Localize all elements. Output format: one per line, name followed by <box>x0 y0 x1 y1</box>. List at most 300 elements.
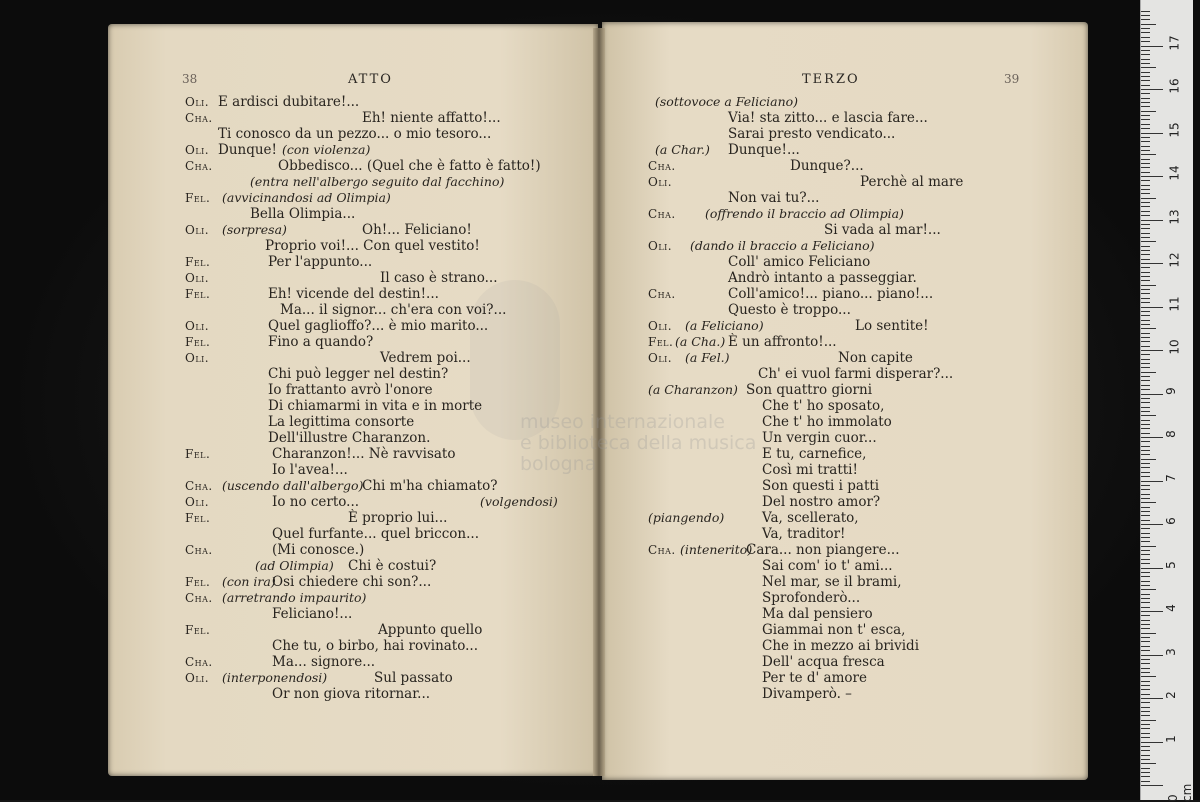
ruler-tick <box>1141 89 1163 90</box>
ruler-tick <box>1141 350 1163 351</box>
ruler-tick <box>1141 198 1156 199</box>
ruler-tick <box>1141 376 1150 377</box>
ruler-label: 17 <box>1167 34 1182 51</box>
verse-line: Eh! vicende del destin!... <box>268 286 439 302</box>
speaker-label: Oli. <box>185 223 210 237</box>
speaker-label: Fel. <box>185 623 211 637</box>
ruler-tick <box>1141 289 1150 290</box>
verse-line: Coll'amico!... piano... piano!... <box>728 286 934 302</box>
ruler-tick <box>1141 346 1150 347</box>
speaker-label: Cha. <box>648 287 676 301</box>
ruler-tick <box>1141 380 1150 381</box>
ruler-tick <box>1141 663 1150 664</box>
speaker-label: Oli. <box>648 319 673 333</box>
ruler-tick <box>1141 37 1150 38</box>
verse-line: Va, traditor! <box>762 526 846 542</box>
ruler-tick <box>1141 702 1150 703</box>
ruler-tick <box>1141 746 1150 747</box>
verse-line: Io no certo... <box>272 494 360 510</box>
speaker-label: Oli. <box>648 351 673 365</box>
ruler-tick <box>1141 307 1163 308</box>
speaker-label: Fel. <box>185 575 211 589</box>
verse-line: Obbedisco... (Quel che è fatto è fatto!) <box>278 158 541 174</box>
ruler-tick <box>1141 476 1150 477</box>
stage-direction: (uscendo dall'albergo) <box>222 478 364 493</box>
ruler-tick <box>1141 668 1150 669</box>
verse-line: Dell'illustre Charanzon. <box>268 430 431 446</box>
ruler-tick <box>1141 224 1150 225</box>
left-page-number: 38 <box>182 72 198 86</box>
verse-line: Vedrem poi... <box>380 350 471 366</box>
verse-line: Non vai tu?... <box>728 190 820 206</box>
ruler-tick <box>1141 163 1150 164</box>
ruler-tick <box>1141 180 1150 181</box>
ruler-tick <box>1141 576 1150 577</box>
ruler-label: 8 <box>1163 430 1178 438</box>
verse-line: Per l'appunto... <box>268 254 373 270</box>
ruler-tick <box>1141 772 1150 773</box>
ruler-tick <box>1141 367 1150 368</box>
ruler-tick <box>1141 454 1150 455</box>
ruler-tick <box>1141 763 1156 764</box>
speaker-label: Oli. <box>185 671 210 685</box>
ruler-tick <box>1141 724 1150 725</box>
ruler-tick <box>1141 685 1150 686</box>
ruler-tick <box>1141 302 1150 303</box>
ruler-tick <box>1141 220 1163 221</box>
ruler-tick <box>1141 620 1150 621</box>
ruler-tick <box>1141 524 1163 525</box>
stage-direction: (sottovoce a Feliciano) <box>655 94 799 109</box>
ruler-label: 9 <box>1163 386 1178 395</box>
ruler-tick <box>1141 698 1163 699</box>
ruler-tick <box>1141 233 1150 234</box>
ruler-tick <box>1141 359 1150 360</box>
speaker-label: Fel. <box>185 287 211 301</box>
verse-line: È proprio lui... <box>348 510 448 526</box>
ruler-tick <box>1141 128 1150 129</box>
verse-line: Feliciano!... <box>272 606 353 622</box>
verse-line: Ma dal pensiero <box>762 606 873 622</box>
verse-line: La legittima consorte <box>268 414 415 430</box>
ruler-tick <box>1141 581 1150 582</box>
ruler-tick <box>1141 246 1150 247</box>
ruler-tick <box>1141 167 1150 168</box>
ruler-tick <box>1141 137 1150 138</box>
speaker-label: Cha. <box>185 591 213 605</box>
ruler-tick <box>1141 511 1150 512</box>
ruler-tick <box>1141 154 1156 155</box>
ruler-tick <box>1141 598 1150 599</box>
verse-line: Ma... signore... <box>272 654 376 670</box>
ruler-tick <box>1141 111 1156 112</box>
ruler-tick <box>1141 337 1150 338</box>
ruler-tick <box>1141 159 1150 160</box>
ruler-tick <box>1141 446 1150 447</box>
ruler-tick <box>1141 50 1150 51</box>
stage-direction: (interponendosi) <box>222 670 328 685</box>
ruler-tick <box>1141 333 1150 334</box>
ruler-tick <box>1141 707 1150 708</box>
ruler-tick <box>1141 785 1163 786</box>
ruler-tick <box>1141 494 1150 495</box>
ruler-tick <box>1141 459 1156 460</box>
verse-line: E ardisci dubitare!... <box>218 94 360 110</box>
ruler-tick <box>1141 568 1163 569</box>
ruler-tick <box>1141 463 1150 464</box>
verse-line: Per te d' amore <box>762 670 867 686</box>
ruler-tick <box>1141 681 1150 682</box>
ruler-tick <box>1141 93 1150 94</box>
watermark-line: e biblioteca della musica <box>520 432 757 454</box>
verse-line: Via! sta zitto... e lascia fare... <box>728 110 928 126</box>
verse-line: Lo sentite! <box>855 318 929 334</box>
ruler-tick <box>1141 546 1156 547</box>
ruler-tick <box>1141 202 1150 203</box>
speaker-label: Cha. <box>648 207 676 221</box>
ruler-tick <box>1141 67 1156 68</box>
speaker-label: Fel. <box>648 335 674 349</box>
ruler-tick <box>1141 655 1163 656</box>
ruler-tick <box>1141 554 1150 555</box>
ruler-tick <box>1141 176 1163 177</box>
ruler-tick <box>1141 394 1163 395</box>
ruler-tick <box>1141 472 1150 473</box>
ruler-tick <box>1141 641 1150 642</box>
verse-line: Quel furfante... quel briccon... <box>272 526 479 542</box>
ruler-label: 13 <box>1167 208 1182 225</box>
speaker-label: Oli. <box>185 495 210 509</box>
speaker-label: Cha. <box>185 159 213 173</box>
ruler-tick <box>1141 311 1150 312</box>
ruler-tick <box>1141 228 1150 229</box>
ruler-label: 14 <box>1167 165 1182 181</box>
stage-direction: (arretrando impaurito) <box>222 590 367 605</box>
ruler-tick <box>1141 293 1150 294</box>
ruler-label: 16 <box>1167 78 1182 94</box>
ruler-label: 2 <box>1163 691 1178 699</box>
verse-line: Sarai presto vendicato... <box>728 126 896 142</box>
ruler-tick <box>1141 533 1150 534</box>
ruler-tick <box>1141 54 1150 55</box>
verse-line: Son quattro giorni <box>746 382 873 398</box>
ruler-tick <box>1141 520 1150 521</box>
ruler-tick <box>1141 728 1150 729</box>
ruler-tick <box>1141 11 1150 12</box>
speaker-label: Oli. <box>185 319 210 333</box>
verse-line: Dell' acqua fresca <box>762 654 885 670</box>
verse-line: Sprofonderò... <box>762 590 861 606</box>
ruler-tick <box>1141 585 1150 586</box>
ruler-tick <box>1141 267 1150 268</box>
ruler-tick <box>1141 315 1150 316</box>
ruler-label: 1 <box>1163 734 1178 743</box>
ruler-tick <box>1141 24 1156 25</box>
ruler-tick <box>1141 607 1150 608</box>
verse-line: Eh! niente affatto!... <box>362 110 501 126</box>
verse-line: Chi può legger nel destin? <box>268 366 449 382</box>
ruler-tick <box>1141 141 1150 142</box>
verse-line: Di chiamarmi in vita e in morte <box>268 398 483 414</box>
ruler-tick <box>1141 298 1150 299</box>
ruler-tick <box>1141 637 1150 638</box>
ruler-tick <box>1141 185 1150 186</box>
verse-line: Osi chiedere chi son?... <box>272 574 432 590</box>
ruler-tick <box>1141 528 1150 529</box>
stage-direction: (volgendosi) <box>480 494 558 509</box>
ruler-tick <box>1141 19 1150 20</box>
speaker-label: Fel. <box>185 511 211 525</box>
stage-direction: (avvicinandosi ad Olimpia) <box>222 190 391 205</box>
verse-line: Un vergin cuor... <box>762 430 877 446</box>
ruler-tick <box>1141 354 1150 355</box>
ruler-tick <box>1141 76 1150 77</box>
verse-line: Ma... il signor... ch'era con voi?... <box>280 302 507 318</box>
ruler-tick <box>1141 502 1156 503</box>
ruler-tick <box>1141 119 1150 120</box>
ruler-tick <box>1141 594 1150 595</box>
ruler-tick <box>1141 285 1156 286</box>
ruler-tick <box>1141 172 1150 173</box>
verse-line: Divamperò. – <box>762 686 852 702</box>
ruler-tick <box>1141 324 1150 325</box>
ruler-tick <box>1141 363 1150 364</box>
verse-line: Andrò intanto a passeggiar. <box>728 270 917 286</box>
stage-direction: (con ira) <box>222 574 276 589</box>
ruler-tick <box>1141 768 1150 769</box>
ruler-tick <box>1141 694 1150 695</box>
ruler-tick <box>1141 498 1150 499</box>
ruler-tick <box>1141 615 1150 616</box>
ruler-tick <box>1141 189 1150 190</box>
ruler-tick <box>1141 263 1163 264</box>
ruler-tick <box>1141 411 1150 412</box>
speaker-label: Oli. <box>185 271 210 285</box>
ruler-tick <box>1141 372 1156 373</box>
watermark-text <box>520 412 780 475</box>
verse-line: Che in mezzo ai brividi <box>762 638 920 654</box>
ruler-tick <box>1141 341 1150 342</box>
stage-direction: (ad Olimpia) <box>255 558 334 573</box>
ruler-label: 6 <box>1163 517 1178 525</box>
ruler-label: 0 cm <box>1166 783 1194 802</box>
watermark-line: bologna <box>520 453 597 475</box>
verse-line: Giammai non t' esca, <box>762 622 906 638</box>
ruler-label: 5 <box>1163 560 1178 569</box>
speaker-label: Cha. <box>648 159 676 173</box>
speaker-label: Oli. <box>185 95 210 109</box>
ruler-tick <box>1141 46 1163 47</box>
ruler-tick <box>1141 241 1156 242</box>
stage-direction: (dando il braccio a Feliciano) <box>690 238 875 253</box>
stage-direction: (a Feliciano) <box>685 318 764 333</box>
ruler-tick <box>1141 689 1150 690</box>
verse-line: Il caso è strano... <box>380 270 498 286</box>
ruler-label: 7 <box>1163 473 1178 482</box>
ruler-tick <box>1141 80 1150 81</box>
stage-direction: (sorpresa) <box>222 222 287 237</box>
ruler-tick <box>1141 206 1150 207</box>
verse-line: Non capite <box>838 350 913 366</box>
speaker-label: Fel. <box>185 255 211 269</box>
verse-line: Perchè al mare <box>860 174 964 190</box>
ruler-tick <box>1141 433 1150 434</box>
ruler-label: 12 <box>1167 252 1182 268</box>
ruler-tick <box>1141 237 1150 238</box>
ruler-tick <box>1141 467 1150 468</box>
ruler-tick <box>1141 415 1156 416</box>
verse-line: Ch' ei vuol farmi disperar?... <box>758 366 954 382</box>
ruler-tick <box>1141 450 1150 451</box>
speaker-label: Oli. <box>185 143 210 157</box>
ruler-tick <box>1141 276 1150 277</box>
ruler-tick <box>1141 711 1150 712</box>
ruler-tick <box>1141 420 1150 421</box>
verse-line: Che tu, o birbo, hai rovinato... <box>272 638 479 654</box>
ruler-tick <box>1141 41 1150 42</box>
ruler-tick <box>1141 328 1156 329</box>
ruler-tick <box>1141 742 1163 743</box>
speaker-label: Oli. <box>185 351 210 365</box>
verse-line: Che t' ho immolato <box>762 414 892 430</box>
ruler-tick <box>1141 115 1150 116</box>
verse-line: Io frattanto avrò l'onore <box>268 382 433 398</box>
verse-line: Io l'avea!... <box>272 462 348 478</box>
speaker-label: Cha. <box>185 655 213 669</box>
verse-line: È un affronto!... <box>728 334 837 350</box>
verse-line: Appunto quello <box>378 622 483 638</box>
verse-line: Dunque! <box>218 142 277 158</box>
ruler-tick <box>1141 320 1150 321</box>
stage-direction: (a Cha.) <box>675 334 726 349</box>
ruler-tick <box>1141 676 1156 677</box>
ruler-tick <box>1141 781 1150 782</box>
verse-line: Chi m'ha chiamato? <box>362 478 498 494</box>
ruler-tick <box>1141 254 1150 255</box>
ruler-tick <box>1141 402 1150 403</box>
ruler-tick <box>1141 398 1150 399</box>
ruler-tick <box>1141 624 1150 625</box>
verse-line: Quel gaglioffo?... è mio marito... <box>268 318 489 334</box>
ruler-tick <box>1141 32 1150 33</box>
right-page-number: 39 <box>1004 72 1020 86</box>
right-page-heading: TERZO <box>802 72 860 87</box>
ruler-tick <box>1141 672 1150 673</box>
stage-direction: (piangendo) <box>648 510 725 525</box>
speaker-label: Cha. <box>185 111 213 125</box>
ruler-tick <box>1141 572 1150 573</box>
verse-line: Dunque!... <box>728 142 800 158</box>
verse-line: Charanzon!... Nè ravvisato <box>272 446 456 462</box>
ruler-tick <box>1141 428 1150 429</box>
verse-line: Oh!... Feliciano! <box>362 222 472 238</box>
verse-line: Va, scellerato, <box>762 510 859 526</box>
stage-direction: (con violenza) <box>282 142 371 157</box>
ruler-tick <box>1141 515 1150 516</box>
ruler-tick <box>1141 102 1150 103</box>
stage-direction: (entra nell'albergo seguito dal facchino) <box>250 174 505 189</box>
ruler-tick <box>1141 589 1156 590</box>
ruler-label: 3 <box>1163 647 1178 656</box>
ruler-tick <box>1141 715 1150 716</box>
ruler-label: 10 <box>1167 339 1182 355</box>
verse-line: Nel mar, se il brami, <box>762 574 902 590</box>
ruler-tick <box>1141 481 1163 482</box>
verse-line: Dunque?... <box>790 158 864 174</box>
stage-direction: (a Charanzon) <box>648 382 738 397</box>
ruler-tick <box>1141 737 1150 738</box>
verse-line: Bella Olimpia... <box>250 206 356 222</box>
ruler-label: 11 <box>1167 295 1182 312</box>
verse-line: Si vada al mar!... <box>824 222 941 238</box>
verse-line: Questo è troppo... <box>728 302 851 318</box>
verse-line: (Mi conosce.) <box>272 542 365 558</box>
verse-line: E tu, carnefice, <box>762 446 867 462</box>
ruler-tick <box>1141 385 1150 386</box>
ruler-tick <box>1141 272 1150 273</box>
ruler-tick <box>1141 633 1156 634</box>
stage-direction: (a Fel.) <box>685 350 730 365</box>
ruler-tick <box>1141 59 1150 60</box>
ruler-tick <box>1141 28 1150 29</box>
ruler-tick <box>1141 15 1150 16</box>
stage-direction: (offrendo il braccio ad Olimpia) <box>705 206 904 221</box>
ruler-tick <box>1141 720 1156 721</box>
left-page-heading: ATTO <box>348 72 393 87</box>
ruler-tick <box>1141 646 1150 647</box>
ruler-tick <box>1141 389 1150 390</box>
ruler-tick <box>1141 63 1150 64</box>
ruler-tick <box>1141 559 1150 560</box>
ruler-tick <box>1141 550 1150 551</box>
ruler-tick <box>1141 124 1150 125</box>
ruler-tick <box>1141 485 1150 486</box>
ruler-tick <box>1141 650 1150 651</box>
verse-line: Chi è costui? <box>348 558 437 574</box>
ruler-tick <box>1141 489 1150 490</box>
ruler-tick <box>1141 437 1163 438</box>
ruler-tick <box>1141 424 1150 425</box>
speaker-label: Fel. <box>185 447 211 461</box>
ruler-tick <box>1141 215 1150 216</box>
ruler-tick <box>1141 733 1150 734</box>
ruler-tick <box>1141 755 1150 756</box>
stage-direction: (a Char.) <box>655 142 710 157</box>
verse-line: Coll' amico Feliciano <box>728 254 871 270</box>
ruler-tick <box>1141 759 1150 760</box>
ruler-label: 15 <box>1167 121 1182 138</box>
ruler-tick <box>1141 776 1150 777</box>
watermark-line: museo internazionale <box>520 411 725 433</box>
ruler-tick <box>1141 133 1163 134</box>
ruler-tick <box>1141 85 1150 86</box>
ruler-tick <box>1141 259 1150 260</box>
ruler-tick <box>1141 537 1150 538</box>
ruler-tick <box>1141 193 1150 194</box>
verse-line: Proprio voi!... Con quel vestito! <box>265 238 480 254</box>
ruler-tick <box>1141 98 1150 99</box>
ruler-tick <box>1141 750 1150 751</box>
verse-line: Or non giova ritornar... <box>272 686 431 702</box>
measurement-ruler <box>1140 0 1193 800</box>
stage-direction: (intenerito) <box>680 542 753 557</box>
verse-line: Cara... non piangere... <box>746 542 900 558</box>
verse-line: Del nostro amor? <box>762 494 881 510</box>
ruler-tick <box>1141 541 1150 542</box>
ruler-label: 4 <box>1163 604 1178 612</box>
ruler-tick <box>1141 563 1150 564</box>
ruler-tick <box>1141 72 1150 73</box>
